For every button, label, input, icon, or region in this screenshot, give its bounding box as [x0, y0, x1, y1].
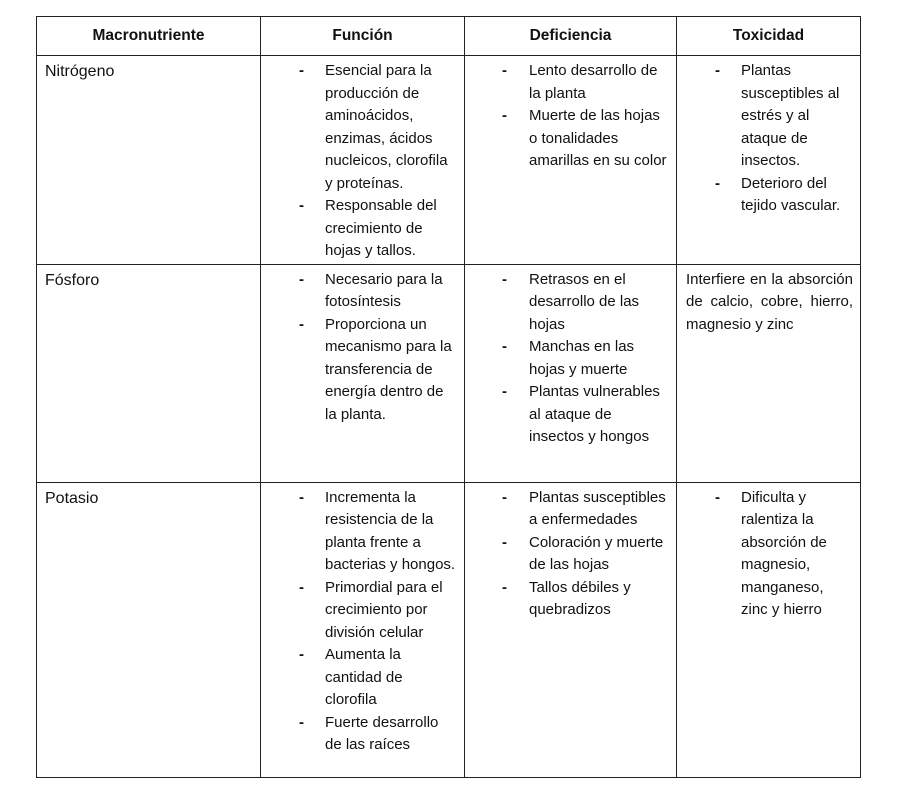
funcion-cell	[261, 56, 465, 265]
row-name: Fósforo	[37, 264, 261, 482]
list-item: - Deterioro del tejido vascular.	[678, 173, 853, 218]
funcion-cell	[261, 264, 465, 482]
list-item: - Esencial para la producción de aminoácidos, enzimas, ácidos nucleicos, clorofila y proteínas.	[262, 60, 457, 195]
list-item: - Aumenta la cantidad de clorofila	[262, 644, 457, 712]
toxicidad-text: Interfiere en la absorción de calcio, cobre, hierro, magnesio y zinc	[686, 270, 853, 333]
toxicidad-cell	[677, 56, 861, 265]
macronutrient-table	[36, 16, 861, 778]
list-item: - Retrasos en el desarrollo de las hojas	[466, 269, 669, 337]
header-funcion: Función	[261, 17, 465, 56]
table-row-potasio	[37, 482, 861, 777]
header-macronutriente: Macronutriente	[37, 17, 261, 56]
list-item: - Muerte de las hojas o tonalidades amarillas en su color	[466, 105, 669, 173]
table-row-fosforo	[37, 264, 861, 482]
deficiencia-cell	[465, 482, 677, 777]
list-item: - Plantas vulnerables al ataque de insectos y hongos	[466, 381, 669, 449]
list-item: - Dificulta y ralentiza la absorción de magnesio, manganeso, zinc y hierro	[678, 487, 853, 622]
row-name: Nitrógeno	[37, 56, 261, 265]
deficiencia-cell	[465, 264, 677, 482]
toxicidad-cell	[677, 482, 861, 777]
list-item: - Manchas en las hojas y muerte	[466, 336, 669, 381]
row-name: Potasio	[37, 482, 261, 777]
list-item: - Plantas susceptibles al estrés y al ataque de insectos.	[678, 60, 853, 173]
deficiencia-cell	[465, 56, 677, 265]
header-toxicidad: Toxicidad	[677, 17, 861, 56]
list-item: - Lento desarrollo de la planta	[466, 60, 669, 105]
list-item: - Necesario para la fotosíntesis	[262, 269, 457, 314]
list-item: - Responsable del crecimiento de hojas y tallos.	[262, 195, 457, 263]
list-item: - Plantas susceptibles a enfermedades	[466, 487, 669, 532]
table-row-nitrogeno	[37, 56, 861, 265]
list-item: - Primordial para el crecimiento por división celular	[262, 577, 457, 645]
list-item: - Tallos débiles y quebradizos	[466, 577, 669, 622]
list-item: - Incrementa la resistencia de la planta frente a bacterias y hongos.	[262, 487, 457, 577]
list-item: - Fuerte desarrollo de las raíces	[262, 712, 457, 757]
list-item: - Proporciona un mecanismo para la transferencia de energía dentro de la planta.	[262, 314, 457, 427]
header-row	[37, 17, 861, 56]
list-item: - Coloración y muerte de las hojas	[466, 532, 669, 577]
toxicidad-cell	[677, 264, 861, 482]
header-deficiencia: Deficiencia	[465, 17, 677, 56]
funcion-cell	[261, 482, 465, 777]
